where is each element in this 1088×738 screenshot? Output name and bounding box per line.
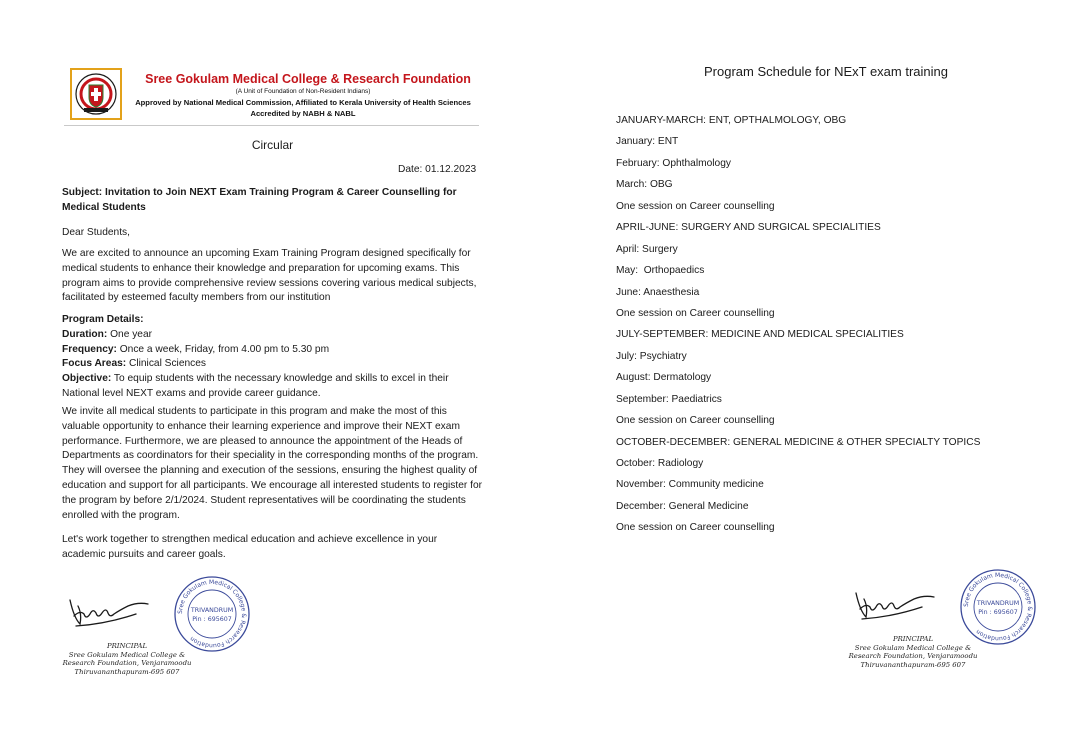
objective-value: To equip students with the necessary knowledge and skills to excel in their National level NEXT exams and provide career guidance. xyxy=(62,373,449,399)
institution-approval-line: Approved by National Medical Commission, Affiliated to Kerala University of Health Sciences xyxy=(135,98,471,107)
closing-paragraph: Let's work together to strengthen medical education and achieve excellence in your academic pursuits and career goals. xyxy=(62,534,438,560)
schedule-item: March: OBG xyxy=(616,179,673,191)
principal-line-3: Thiruvananthapuram-695 607 xyxy=(74,667,180,676)
schedule-item: February: Ophthalmology xyxy=(616,157,731,169)
principal-line-3: Thiruvananthapuram-695 607 xyxy=(860,660,966,669)
principal-signature-block xyxy=(848,563,1048,673)
schedule-item: One session on Career counselling xyxy=(616,200,775,212)
principal-details xyxy=(62,642,192,676)
salutation: Dear Students, xyxy=(62,227,130,238)
svg-text:Sree Gokulam Medical College & xyxy=(963,572,1033,642)
institution-name: Sree Gokulam Medical College & Research Foundation xyxy=(145,72,471,86)
schedule-item: April: Surgery xyxy=(616,243,678,255)
principal-title: PRINCIPAL xyxy=(106,642,148,650)
schedule-item: August: Dermatology xyxy=(616,372,712,384)
college-emblem-icon xyxy=(70,68,122,120)
circular-page xyxy=(0,0,540,738)
letterhead xyxy=(68,66,478,124)
principal-line-2: Research Foundation, Venjaramoodu xyxy=(848,652,978,661)
schedule-item: JULY-SEPTEMBER: MEDICINE AND MEDICAL SPECIALITIES xyxy=(616,329,904,341)
seal-pin: Pin : 695607 xyxy=(978,609,1018,616)
frequency-row xyxy=(62,343,482,358)
seal-city: TRIVANDRUM xyxy=(190,607,234,614)
invitation-paragraph: We invite all medical students to participate in this program and make the most of this valuable opportunity to enhance their learning experience and improve their NEXT exam performance. Furthermore, we are pleased to announce the appointment of the Heads of Departments as coordinators for their speciality in the corresponding months of the program. They will oversee the planning and execution of the sessions, ensuring the highest quality of education and support for all participants. We encourage all interested students to register for the program by before 2/1/2024. Student representatives will be coordinating the students enrolled with the program. xyxy=(62,406,483,521)
seal-pin: Pin : 695607 xyxy=(192,616,232,623)
focus-areas-label: Focus Areas: xyxy=(62,358,127,370)
schedule-item: JANUARY-MARCH: ENT, OPTHALMOLOGY, OBG xyxy=(616,115,847,126)
handwritten-signature xyxy=(62,570,182,640)
institution-accreditation-line: Accredited by NABH & NABL xyxy=(250,109,356,118)
schedule-item: One session on Career counselling xyxy=(616,522,775,534)
seal-outer-text: Sree Gokulam Medical College & Research Foundation xyxy=(176,578,248,650)
institution-unit-line: (A Unit of Foundation of Non-Resident Indians) xyxy=(235,88,371,95)
seal-outer-text: Sree Gokulam Medical College & Research Foundation xyxy=(962,571,1034,643)
schedule-item: One session on Career counselling xyxy=(616,415,775,427)
principal-line-1: Sree Gokulam Medical College & xyxy=(68,650,186,659)
principal-signature-block xyxy=(62,570,262,680)
schedule-item: May: Orthopaedics xyxy=(616,265,705,277)
duration-label: Duration: xyxy=(62,328,108,340)
schedule-item: September: Paediatrics xyxy=(616,393,722,405)
document-title: Circular xyxy=(251,138,294,152)
schedule-item: December: General Medicine xyxy=(616,500,749,512)
focus-areas-value: Clinical Sciences xyxy=(126,358,207,370)
schedule-page xyxy=(548,0,1088,738)
schedule-title: Program Schedule for NExT exam training xyxy=(704,64,948,79)
schedule-item: November: Community medicine xyxy=(616,479,764,491)
objective-row xyxy=(62,372,482,402)
schedule-item: July: Psychiatry xyxy=(616,350,687,362)
duration-row xyxy=(62,328,482,343)
principal-line-2: Research Foundation, Venjaramoodu xyxy=(62,659,192,668)
frequency-value: Once a week, Friday, from 4.00 pm to 5.30 pm xyxy=(116,343,330,355)
schedule-item: October: Radiology xyxy=(616,458,704,469)
svg-text:Sree Gokulam Medical College & xyxy=(177,579,247,649)
principal-title: PRINCIPAL xyxy=(892,635,934,643)
program-details xyxy=(62,313,482,402)
schedule-item: APRIL-JUNE: SURGERY AND SURGICAL SPECIALITIES xyxy=(616,222,881,234)
principal-line-1: Sree Gokulam Medical College & xyxy=(854,643,972,652)
header-divider xyxy=(64,125,479,126)
intro-paragraph: We are excited to announce an upcoming Exam Training Program designed specifically for medical students to enhance their knowledge and preparation for upcoming exams. This program aims to provide comprehensive review sessions covering various medical subjects, facilitated by esteemed faculty members from our institution xyxy=(62,248,477,304)
schedule-item: January: ENT xyxy=(616,136,679,148)
schedule-item: June: Anaesthesia xyxy=(616,286,700,298)
principal-details xyxy=(848,635,978,669)
seal-city: TRIVANDRUM xyxy=(976,600,1020,607)
document-date: Date: 01.12.2023 xyxy=(398,164,477,175)
focus-areas-row xyxy=(62,357,482,372)
schedule-item: One session on Career counselling xyxy=(616,307,775,319)
program-details-heading: Program Details: xyxy=(62,314,144,325)
subject-line: Subject: Invitation to Join NEXT Exam Training Program & Career Counselling for Medical Students xyxy=(62,187,457,213)
schedule-item: OCTOBER-DECEMBER: GENERAL MEDICINE & OTHER SPECIALTY TOPICS xyxy=(616,436,981,448)
duration-value: One year xyxy=(107,328,153,340)
frequency-label: Frequency: xyxy=(62,343,117,355)
schedule-list xyxy=(616,110,980,539)
handwritten-signature xyxy=(848,563,968,633)
objective-label: Objective: xyxy=(62,373,112,385)
